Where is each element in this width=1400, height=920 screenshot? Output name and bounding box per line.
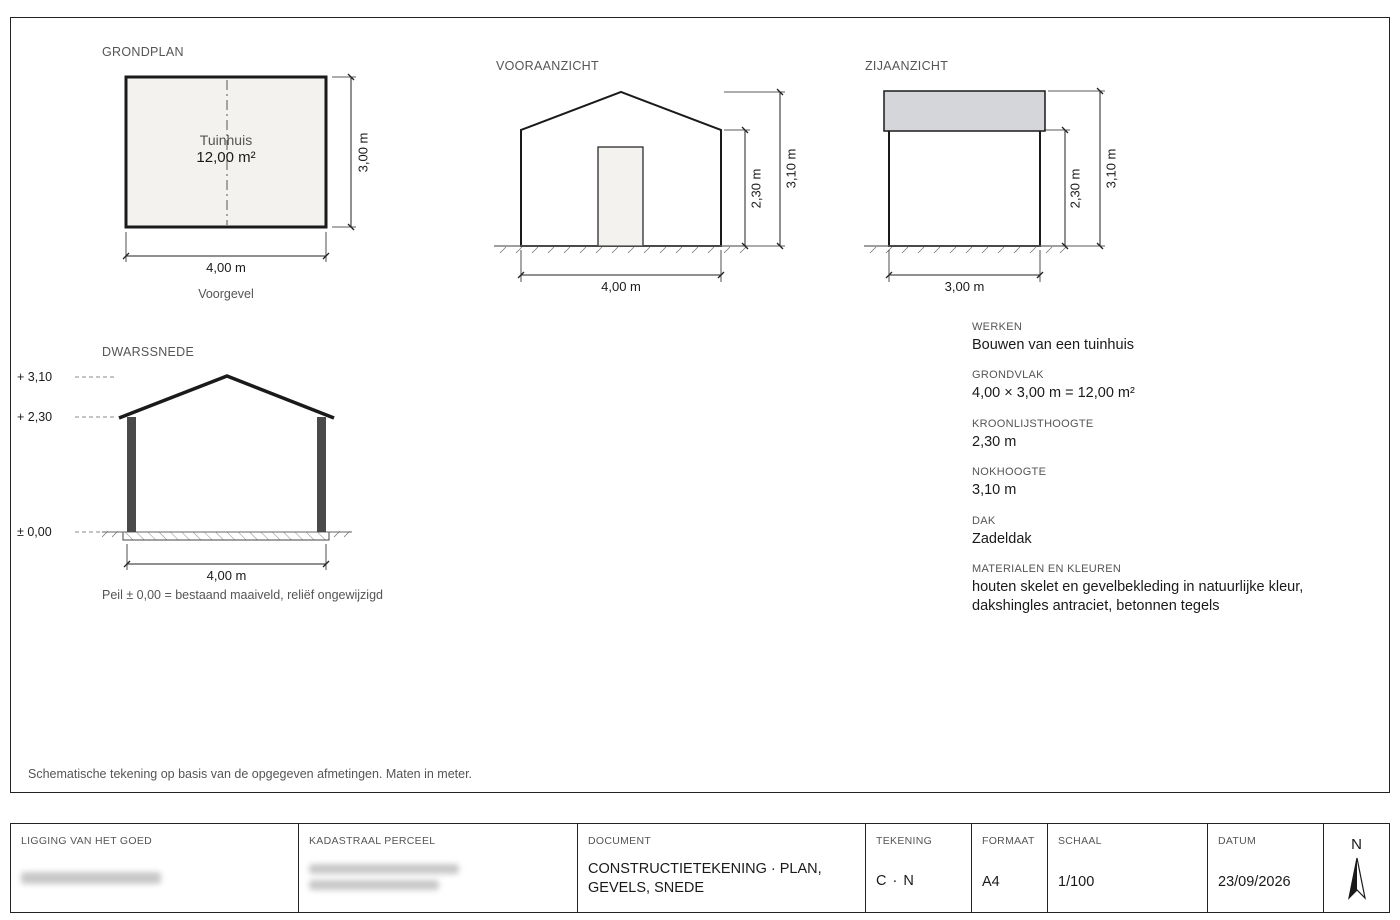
cross-section [75, 376, 352, 570]
front-elevation [494, 92, 785, 282]
section-roof [119, 376, 334, 418]
document-label: DOCUMENT [588, 835, 652, 847]
spec-werken [972, 321, 1332, 355]
datum-value: 23/09/2026 [1218, 874, 1291, 890]
level-ridge-label: + 3,10 [17, 370, 53, 384]
side-ground-hatch [870, 247, 1066, 253]
spec-dak [972, 515, 1332, 549]
side-view-title: ZIJAANZICHT [865, 59, 949, 73]
spec-key: MATERIALEN EN KLEUREN [972, 563, 1122, 575]
plan-title: GRONDPLAN [102, 45, 184, 59]
cell-datum [1208, 824, 1324, 912]
spec-value: Bouwen van een tuinhuis [972, 337, 1135, 353]
spec-key: WERKEN [972, 321, 1023, 333]
schaal-value: 1/100 [1058, 874, 1095, 890]
section-width-label: 4,00 m [206, 568, 247, 583]
plan-depth-label: 3,00 m [355, 132, 371, 173]
front-eave-label: 2,30 m [748, 168, 764, 209]
section-title: DWARSSNEDE [102, 345, 195, 359]
side-width-label: 3,00 m [944, 279, 985, 294]
cell-north [1324, 824, 1389, 912]
formaat-label: FORMAAT [982, 835, 1035, 847]
spec-materialen [972, 563, 1332, 616]
side-eave-label: 2,30 m [1067, 168, 1083, 209]
room-name: Tuinhuis [199, 132, 253, 148]
side-ridge-label: 3,10 m [1103, 148, 1119, 189]
front-ground-hatch [500, 247, 746, 253]
title-block [10, 823, 1390, 913]
tekening-value: C · N [876, 873, 915, 889]
cell-schaal [1048, 824, 1208, 912]
document-value: CONSTRUCTIETEKENING · PLAN, GEVELS, SNEDE [588, 861, 822, 896]
perceel-label: KADASTRAAL PERCEEL [309, 835, 436, 847]
front-side-label: Voorgevel [198, 287, 254, 301]
formaat-value: A4 [982, 874, 1000, 890]
level-eave-label: + 2,30 [17, 410, 53, 424]
floor-slab [123, 532, 329, 540]
front-ridge-label: 3,10 m [783, 148, 799, 189]
section-wall-right [317, 417, 326, 532]
cell-perceel [299, 824, 578, 912]
front-width-label: 4,00 m [601, 279, 641, 294]
spec-key: NOKHOOGTE [972, 466, 1047, 478]
front-door [598, 147, 643, 246]
schaal-label: SCHAAL [1058, 835, 1102, 847]
cell-formaat [972, 824, 1048, 912]
spec-value: houten skelet en gevelbekleding in natuurlijke kleur, dakshingles antraciet, betonnen tegels [972, 579, 1304, 614]
spec-nokhoogte [972, 466, 1332, 500]
spec-value: 4,00 × 3,00 m = 12,00 m² [972, 385, 1135, 401]
spec-key: GRONDVLAK [972, 369, 1044, 381]
spec-key: DAK [972, 515, 996, 527]
north-arrow-icon [1347, 856, 1367, 900]
spec-value: Zadeldak [972, 531, 1032, 547]
section-note: Peil ± 0,00 = bestaand maaiveld, reliëf ongewijzigd [102, 588, 383, 602]
ligging-value [21, 872, 161, 884]
ligging-label: LIGGING VAN HET GOED [21, 835, 153, 847]
floor-plan [126, 77, 356, 262]
level-ground-label: ± 0,00 [17, 525, 52, 539]
perceel-value-line2 [309, 880, 439, 890]
spec-grondvlak [972, 369, 1332, 403]
cell-document [578, 824, 866, 912]
section-wall-left [127, 417, 136, 532]
drawing-footnote: Schematische tekening op basis van de opgegeven afmetingen. Maten in meter. [28, 767, 473, 781]
spec-kroonlijsthoogte [972, 418, 1332, 452]
side-roof [884, 91, 1045, 131]
spec-value: 2,30 m [972, 434, 1017, 450]
plan-width-label: 4,00 m [206, 260, 246, 275]
perceel-value [309, 864, 459, 874]
side-facade [889, 130, 1040, 246]
datum-label: DATUM [1218, 835, 1257, 847]
cell-tekening [866, 824, 972, 912]
tekening-label: TEKENING [876, 835, 933, 847]
spec-key: KROONLIJSTHOOGTE [972, 418, 1094, 430]
cell-ligging [11, 824, 299, 912]
spec-value: 3,10 m [972, 482, 1017, 498]
front-view-title: VOORAANZICHT [496, 59, 599, 73]
room-area: 12,00 m² [196, 149, 256, 166]
north-label: N [1351, 836, 1362, 853]
